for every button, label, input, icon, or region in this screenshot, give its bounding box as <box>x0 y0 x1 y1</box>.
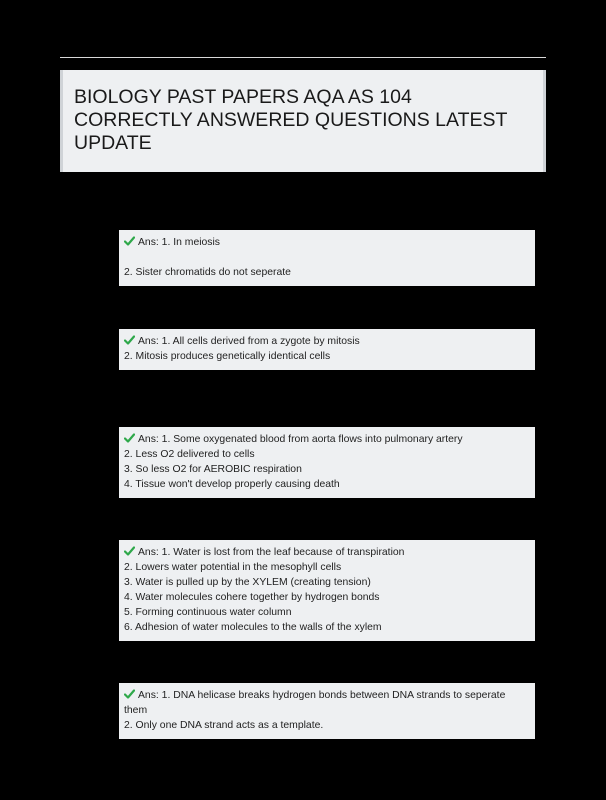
answer-line: 4. Water molecules cohere together by hydrogen bonds <box>124 592 380 603</box>
answer-text: Ans: 1. In meiosis <box>138 237 221 248</box>
answer-line: 4. Tissue won't develop properly causing death <box>124 479 340 490</box>
answer-line: 2. Mitosis produces genetically identical cells <box>124 351 331 362</box>
check-icon <box>124 236 135 246</box>
answer-line <box>124 235 529 250</box>
answer-line: 3. Water is pulled up by the XYLEM (creating tension) <box>124 577 371 588</box>
top-divider <box>60 57 546 58</box>
answer-text: Ans: 1. Water is lost from the leaf because of transpiration <box>138 547 405 558</box>
answer-line <box>124 688 529 703</box>
check-icon <box>124 546 135 556</box>
answer-line <box>124 334 529 349</box>
answer-box-2 <box>119 329 535 370</box>
check-icon <box>124 689 135 699</box>
answer-line: 2. Lowers water potential in the mesophyll cells <box>124 562 342 573</box>
answer-box-4 <box>119 540 535 641</box>
answer-text: Ans: 1. All cells derived from a zygote by mitosis <box>138 336 360 347</box>
answer-line: them <box>124 705 148 716</box>
answer-line: 3. So less O2 for AEROBIC respiration <box>124 464 302 475</box>
answer-line: 5. Forming continuous water column <box>124 607 292 618</box>
answer-box-5 <box>119 683 535 739</box>
answer-line <box>124 545 529 560</box>
answer-line <box>124 432 529 447</box>
answer-line: 2. Less O2 delivered to cells <box>124 449 255 460</box>
document-title: BIOLOGY PAST PAPERS AQA AS 104 CORRECTLY ANSWERED QUESTIONS LATEST UPDATE <box>74 86 508 154</box>
check-icon <box>124 335 135 345</box>
answer-line <box>124 250 529 265</box>
answer-box-3 <box>119 427 535 498</box>
answer-line: 2. Sister chromatids do not seperate <box>124 267 291 278</box>
title-box <box>60 70 546 172</box>
answer-box-1 <box>119 230 535 286</box>
answer-text: Ans: 1. Some oxygenated blood from aorta flows into pulmonary artery <box>138 434 463 445</box>
answer-text: Ans: 1. DNA helicase breaks hydrogen bonds between DNA strands to seperate <box>138 690 506 701</box>
answer-line: 6. Adhesion of water molecules to the walls of the xylem <box>124 622 382 633</box>
check-icon <box>124 433 135 443</box>
answer-line: 2. Only one DNA strand acts as a template. <box>124 720 324 731</box>
